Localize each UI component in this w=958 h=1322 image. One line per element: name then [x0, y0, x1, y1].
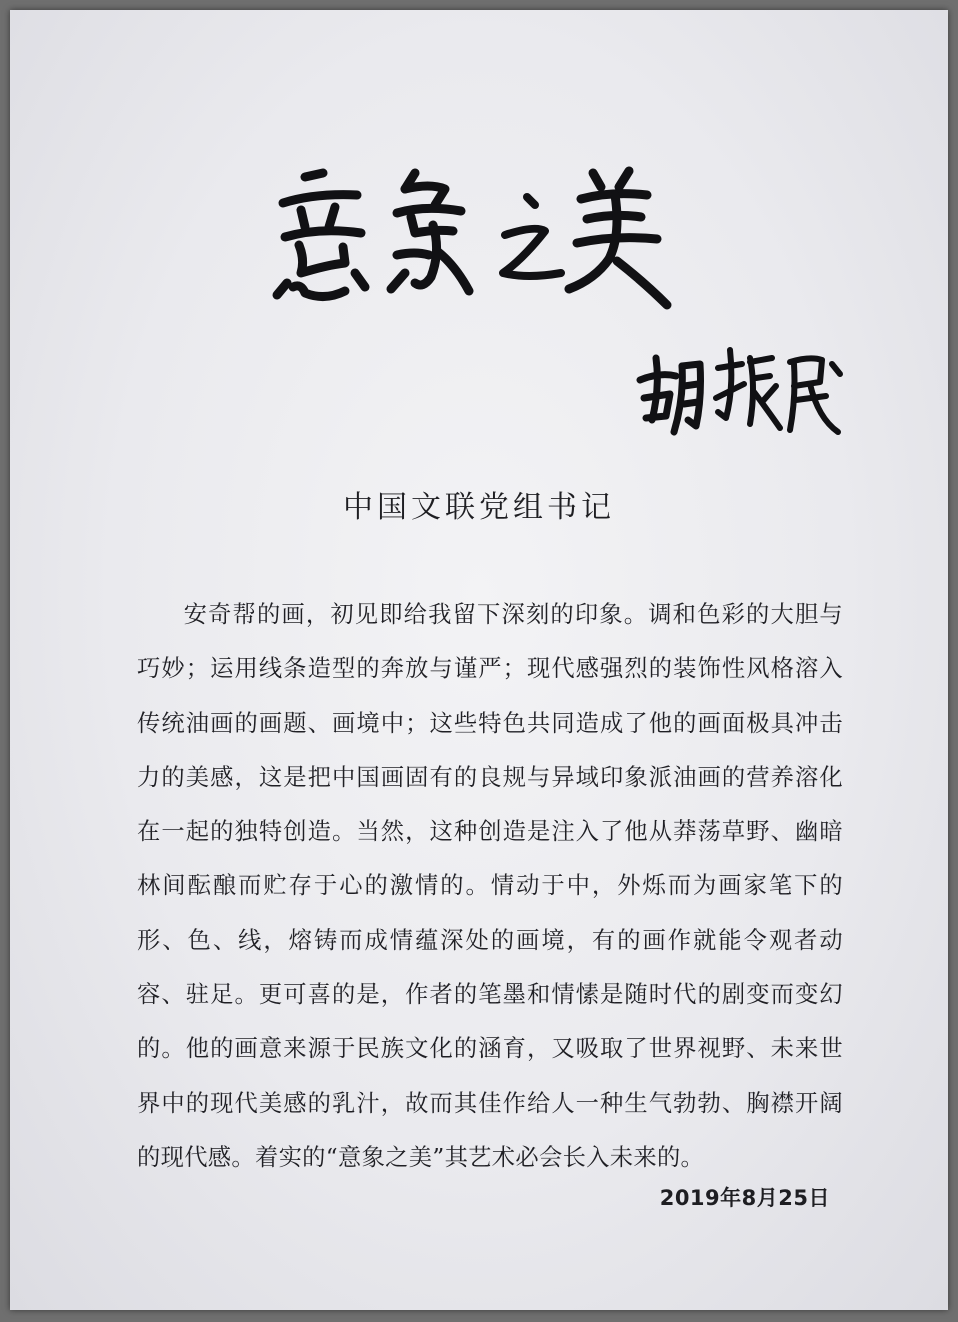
- document-date: 2019年8月25日: [659, 1186, 830, 1210]
- document-page: [10, 10, 948, 1310]
- body-paragraph: 安奇帮的画，初见即给我留下深刻的印象。调和色彩的大胆与巧妙；运用线条造型的奔放与谨严；现代感强烈的装饰性风格溶入传统油画的画题、画境中；这些特色共同造成了他的画面极具冲击力的美感，这是把中国画固有的良规与异域印象派油画的营养溶化在一起的独特创造。当然，这种创造是注入了他从莽荡草野、幽暗林间酝酿而贮存于心的激情的。情动于中，外烁而为画家笔下的形、色、线，熔铸而成情蕴深处的画境，有的画作就能令观者动容、驻足。更可喜的是，作者的笔墨和情愫是随时代的剧变而变幻的。他的画意来源于民族文化的涵育，又吸取了世界视野、未来世界中的现代美感的乳汁，故而其佳作给人一种生气勃勃、胸襟开阔的现代感。着实的“意象之美”其艺术必会长入未来的。: [137, 601, 843, 1171]
- signature-image: [630, 328, 845, 448]
- signer-position: 中国文联党组书记: [343, 490, 615, 525]
- calligraphy-title-image: [265, 155, 685, 315]
